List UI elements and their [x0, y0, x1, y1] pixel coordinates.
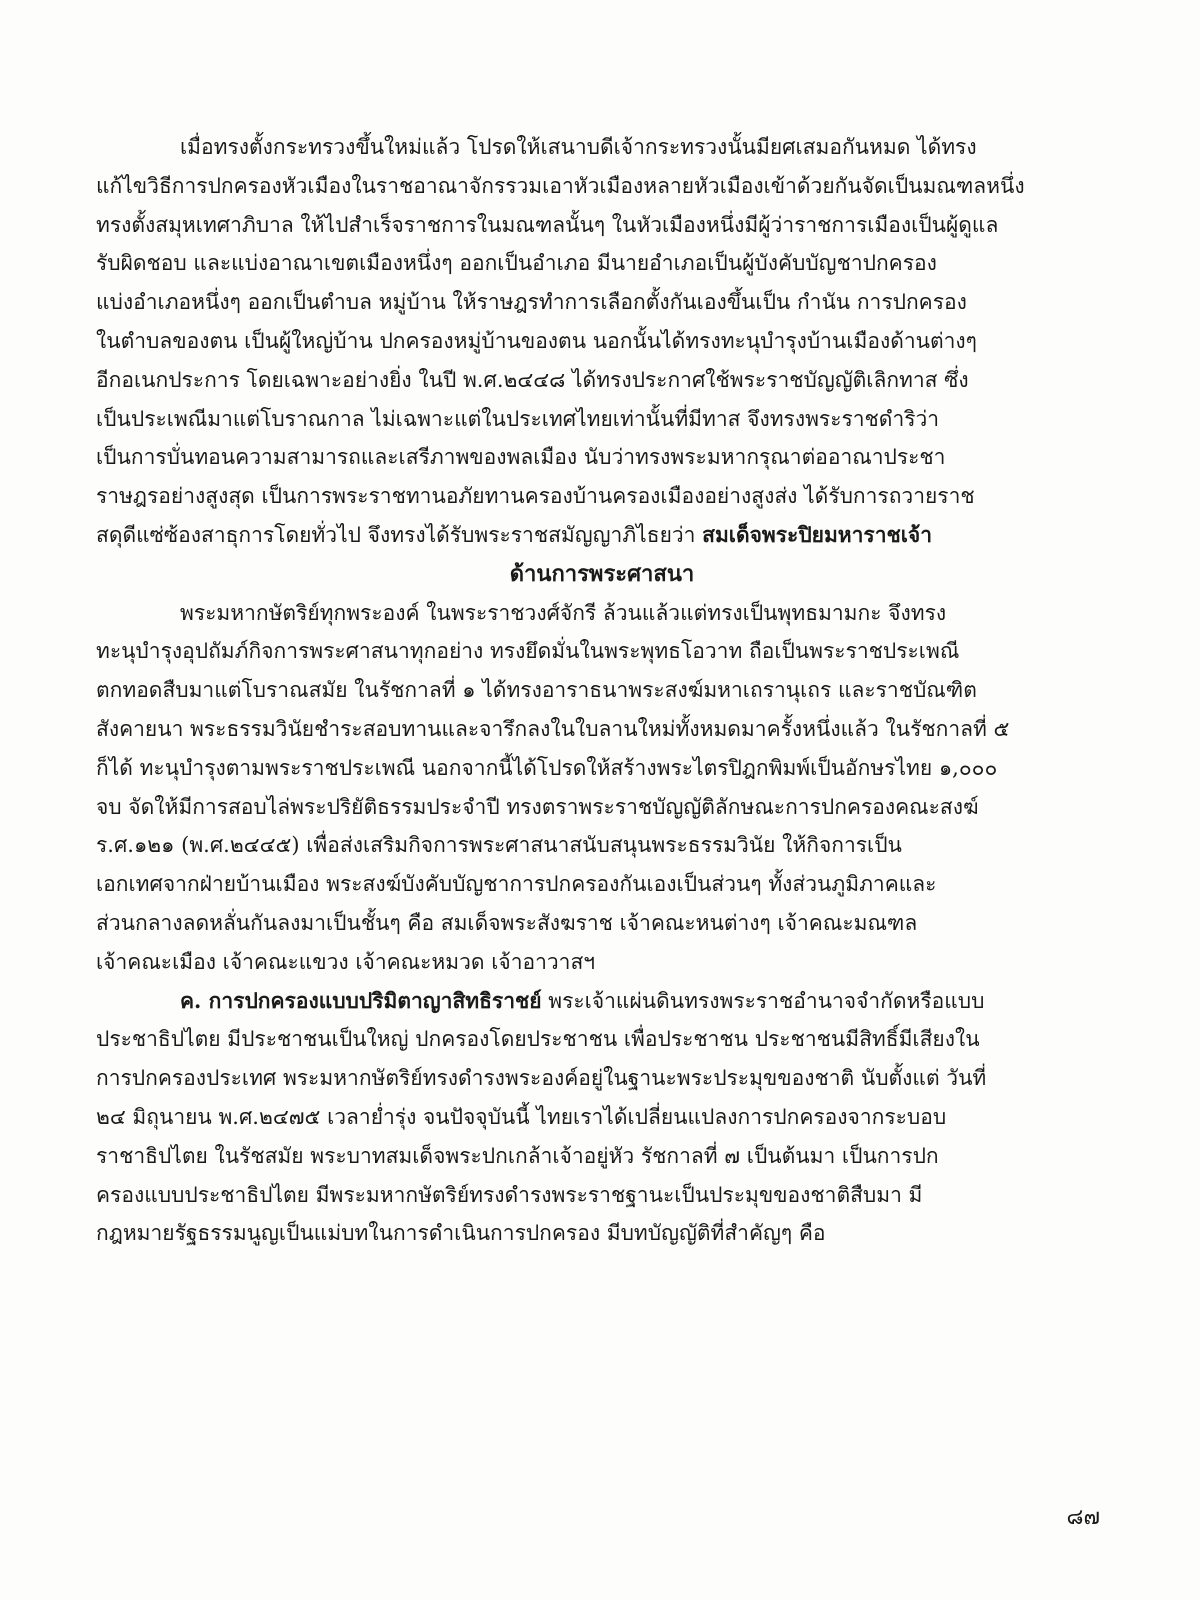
paragraph-line: การปกครองประเทศ พระมหากษัตริย์ทรงดำรงพระองค์อยู่ในฐานะพระประมุขของชาติ นับตั้งแต่ วันที่ [96, 1066, 987, 1091]
paragraph-line: แก้ไขวิธีการปกครองหัวเมืองในราชอาณาจักรรวมเอาหัวเมืองหลายหัวเมืองเข้าด้วยกันจัดเป็นมณฑลหนึ่ง [96, 173, 1025, 198]
royal-title: สมเด็จพระปิยมหาราชเจ้า [702, 521, 933, 547]
paragraph-line-with-title [96, 516, 1108, 555]
paragraph-line: ทะนุบำรุงอุปถัมภ์กิจการพระศาสนาทุกอย่าง ทรงยึดมั่นในพระพุทธโอวาท ถือเป็นพระราชประเพณี [96, 639, 960, 664]
paragraph-text: สดุดีแซ่ซ้องสาธุการโดยทั่วไป จึงทรงได้รับพระราชสมัญญาภิไธยว่า [96, 522, 703, 547]
paragraph-line: ร.ศ.๑๒๑ (พ.ศ.๒๔๔๕) เพื่อส่งเสริมกิจการพระศาสนาสนับสนุนพระธรรมวินัย ให้กิจการเป็น [96, 833, 902, 858]
paragraph-line: เมื่อทรงตั้งกระทรวงขึ้นใหม่แล้ว โปรดให้เสนาบดีเจ้ากระทรวงนั้นมียศเสมอกันหมด ได้ทรง [180, 135, 977, 159]
paragraph-line: ก็ได้ ทะนุบำรุงตามพระราชประเพณี นอกจากนี้ได้โปรดให้สร้างพระไตรปิฎกพิมพ์เป็นอักษรไทย ๑,๐๐๐ [96, 755, 998, 780]
paragraph-line: ประชาธิปไตย มีประชาชนเป็นใหญ่ ปกครองโดยประชาชน เพื่อประชาชน ประชาชนมีสิทธิ์มีเสียงใน [96, 1027, 980, 1052]
paragraph-line: ราชาธิปไตย ในรัชสมัย พระบาทสมเด็จพระปกเกล้าเจ้าอยู่หัว รัชกาลที่ ๗ เป็นต้นมา เป็นการปก [96, 1143, 939, 1168]
paragraph-line: กฎหมายรัฐธรรมนูญเป็นแม่บทในการดำเนินการปกครอง มีบทบัญญัติที่สำคัญๆ คือ [96, 1221, 826, 1246]
paragraph-line: พระมหากษัตริย์ทุกพระองค์ ในพระราชวงศ์จักรี ล้วนแล้วแต่ทรงเป็นพุทธมามกะ จึงทรง [180, 600, 947, 625]
paragraph-line: สังคายนา พระธรรมวินัยชำระสอบทานและจารึกลงในใบลานใหม่ทั้งหมดมาครั้งหนึ่งแล้ว ในรัชกาลที่ ๕ [96, 716, 1010, 741]
paragraph-line-with-subheading [96, 982, 1108, 1021]
paragraph-line: ทรงตั้งสมุหเทศาภิบาล ให้ไปสำเร็จราชการในมณฑลนั้นๆ ในหัวเมืองหนึ่งมีผู้ว่าราชการเมืองเป็นผู้ดูแล [96, 212, 999, 237]
paragraph-line: จบ จัดให้มีการสอบไล่พระปริยัติธรรมประจำปี ทรงตราพระราชบัญญัติลักษณะการปกครองคณะสงฆ์ [96, 794, 979, 819]
paragraph-line: เป็นการบั่นทอนความสามารถและเสรีภาพของพลเมือง นับว่าทรงพระมหากรุณาต่ออาณาประชา [96, 445, 946, 470]
subsection-heading: ค. การปกครองแบบปริมิตาญาสิทธิราชย์ [180, 987, 542, 1013]
page-number: ๘๗ [1066, 1505, 1100, 1530]
paragraph-line: ครองแบบประชาธิปไตย มีพระมหากษัตริย์ทรงดำรงพระราชฐานะเป็นประมุขของชาติสืบมา มี [96, 1182, 923, 1207]
paragraph-line: เอกเทศจากฝ่ายบ้านเมือง พระสงฆ์บังคับบัญชาการปกครองกันเองเป็นส่วนๆ ทั้งส่วนภูมิภาคและ [96, 872, 937, 897]
paragraph-line: แบ่งอำเภอหนึ่งๆ ออกเป็นตำบล หมู่บ้าน ให้ราษฎรทำการเลือกตั้งกันเองขึ้นเป็น กำนัน การปกครอง [96, 290, 967, 315]
paragraph-line: ส่วนกลางลดหลั่นกันลงมาเป็นชั้นๆ คือ สมเด็จพระสังฆราช เจ้าคณะหนต่างๆ เจ้าคณะมณฑล [96, 910, 918, 935]
paragraph-line: เป็นประเพณีมาแต่โบราณกาล ไม่เฉพาะแต่ในประเทศไทยเท่านั้นที่มีทาส จึงทรงพระราชดำริว่า [96, 406, 940, 431]
paragraph-line: ในตำบลของตน เป็นผู้ใหญ่บ้าน ปกครองหมู่บ้านของตน นอกนั้นได้ทรงทะนุบำรุงบ้านเมืองด้านต่างๆ [96, 328, 977, 353]
paragraph-line: ราษฎรอย่างสูงสุด เป็นการพระราชทานอภัยทานครองบ้านครองเมืองอย่างสูงส่ง ได้รับการถวายราช [96, 484, 975, 509]
paragraph-line: รับผิดชอบ และแบ่งอาณาเขตเมืองหนึ่งๆ ออกเป็นอำเภอ มีนายอำเภอเป็นผู้บังคับบัญชาปกครอง [96, 251, 937, 276]
paragraph-line: ตกทอดสืบมาแต่โบราณสมัย ในรัชกาลที่ ๑ ได้ทรงอาราธนาพระสงฆ์มหาเถรานุเถร และราชบัณฑิต [96, 678, 977, 703]
paragraph-line: เจ้าคณะเมือง เจ้าคณะแขวง เจ้าคณะหมวด เจ้าอาวาสฯ [96, 949, 596, 974]
paragraph-line: ๒๔ มิถุนายน พ.ศ.๒๔๗๕ เวลาย่ำรุ่ง จนปัจจุบันนี้ ไทยเราได้เปลี่ยนแปลงการปกครองจากระบอบ [96, 1104, 947, 1129]
body-text [96, 128, 1108, 1253]
paragraph-text: พระเจ้าแผ่นดินทรงพระราชอำนาจจำกัดหรือแบบ [541, 988, 985, 1013]
paragraph-line: อีกอเนกประการ โดยเฉพาะอย่างยิ่ง ในปี พ.ศ.๒๔๔๘ ได้ทรงประกาศใช้พระราชบัญญัติเลิกทาส ซึ่ง [96, 367, 969, 392]
section-heading: ด้านการพระศาสนา [509, 560, 695, 587]
